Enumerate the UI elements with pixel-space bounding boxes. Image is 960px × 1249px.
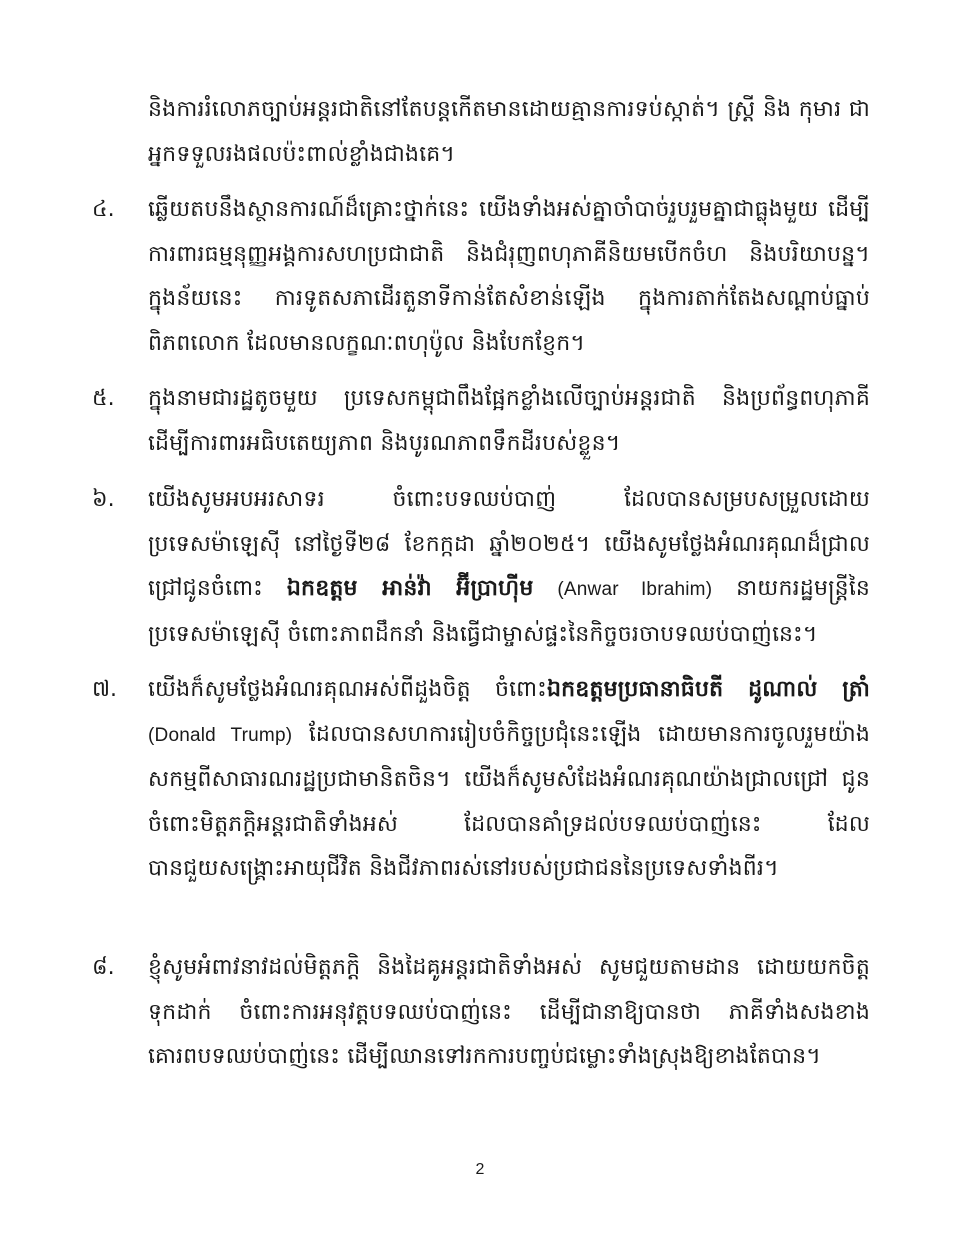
item-5-paragraph <box>148 377 870 466</box>
item-6-latin-name: (Anwar Ibrahim) <box>557 579 713 600</box>
item-8-number: ៨. <box>92 955 115 980</box>
item-6-text-before: យើងសូមអបអរសាទរ ចំពោះបទឈប់បាញ់ ដែលបានសម្របសម្រួលដោយប្រទេសម៉ាឡេស៊ី នៅថ្ងៃទី២៨ ខែកក្កដា ឆ្នាំ២០២៥។ យើងសូមថ្លែងអំណរគុណដ៏ជ្រាលជ្រៅជូនចំពោះ <box>148 487 870 601</box>
item-8-paragraph <box>148 946 870 1080</box>
item-7-text-before: យើងក៏សូមថ្លែងអំណរគុណអស់ពីដួងចិត្ត ចំពោះ <box>148 677 547 702</box>
item-8-text: ខ្ញុំសូមអំពាវនាវដល់មិត្តភក្តិ និងដៃគូអន្តរជាតិទាំងអស់ សូមជួយតាមដាន ដោយយកចិត្តទុកដាក់ ចំពោះការអនុវត្តបទឈប់បាញ់នេះ ដើម្បីជានាឱ្យបានថា ភាគីទាំងសងខាង គោរពបទឈប់បាញ់នេះ ដើម្បីឈានទៅរកការបញ្ចប់ជម្លោះទាំងស្រុងឱ្យខាងតែបាន។ <box>148 955 870 1069</box>
item-7-bold-name: ឯកឧត្តមប្រធានាធិបតី ដូណាល់ ត្រាំ <box>546 677 870 702</box>
page-number: 2 <box>475 1161 485 1178</box>
item-4-text: ឆ្លើយតបនឹងស្ថានការណ៍ដ៏គ្រោះថ្នាក់នេះ យើងទាំងអស់គ្នាចាំបាច់រួបរួមគ្នាជាធ្លុងមួយ ដើម្បីការពារធម្មនុញ្ញអង្គការសហប្រជាជាតិ និងជំរុញពហុភាគីនិយមបើកចំហ និងបរិយាបន្ន។ ក្នុងន័យនេះ ការទូតសភាដើរតួនាទីកាន់តែសំខាន់ឡើង ក្នុងការតាក់តែងសណ្តាប់ធ្នាប់ពិភពលោក ដែលមានលក្ខណៈពហុប៉ូល និងបែកខ្ញែក។ <box>148 197 870 356</box>
continuation-paragraph <box>148 88 870 177</box>
item-7-number: ៧. <box>92 677 118 702</box>
item-6-number: ៦. <box>92 487 115 512</box>
item-4-number: ៤. <box>92 197 115 222</box>
item-6-bold-name: ឯកឧត្តម អាន់វ៉ា អ៊ីប្រាហ៊ីម <box>286 576 534 601</box>
item-4-paragraph <box>148 188 870 366</box>
item-6-paragraph <box>148 478 870 657</box>
item-7-latin-name: (Donald Trump) <box>148 724 293 746</box>
item-5-number: ៥. <box>92 386 115 411</box>
continuation-text: និងការរំលោភច្បាប់អន្តរជាតិនៅតែបន្តកើតមានដោយគ្មានការទប់ស្កាត់។ ស្ត្រី និង កុមារ ជាអ្នកទទួលរងផលប៉ះពាល់ខ្លាំងជាងគេ។ <box>148 97 870 167</box>
item-6-text-after: នាយករដ្ឋមន្ត្រីនៃប្រទេសម៉ាឡេស៊ី ចំពោះភាពដឹកនាំ និងធ្វើជាម្ចាស់ផ្ទះនៃកិច្ចចរចាបទឈប់បាញ់នេះ។ <box>148 576 870 647</box>
item-5-text: ក្នុងនាមជារដ្ឋតូចមួយ ប្រទេសកម្ពុជាពឹងផ្អែកខ្លាំងលើច្បាប់អន្តរជាតិ និងប្រព័ន្ធពហុភាគី ដើម្បីការពារអធិបតេយ្យភាព និងបូរណភាពទឹកដីរបស់ខ្លួន។ <box>148 386 870 456</box>
item-7-paragraph <box>148 668 870 892</box>
item-7-text-after: ដែលបានសហការរៀបចំកិច្ចប្រជុំនេះឡើង ដោយមានការចូលរួមយ៉ាងសកម្មពីសាធារណរដ្ឋប្រជាមានិតចិន។ យើងក៏សូមសំដែងអំណរគុណយ៉ាងជ្រាលជ្រៅ ជូនចំពោះមិត្តភក្តិអន្តរជាតិទាំងអស់ ដែលបានគាំទ្រដល់បទឈប់បាញ់នេះ ដែលបានជួយសង្គ្រោះអាយុជីវិត និងជីវភាពរស់នៅរបស់ប្រជាជននៃប្រទេសទាំងពីរ។ <box>148 721 870 881</box>
